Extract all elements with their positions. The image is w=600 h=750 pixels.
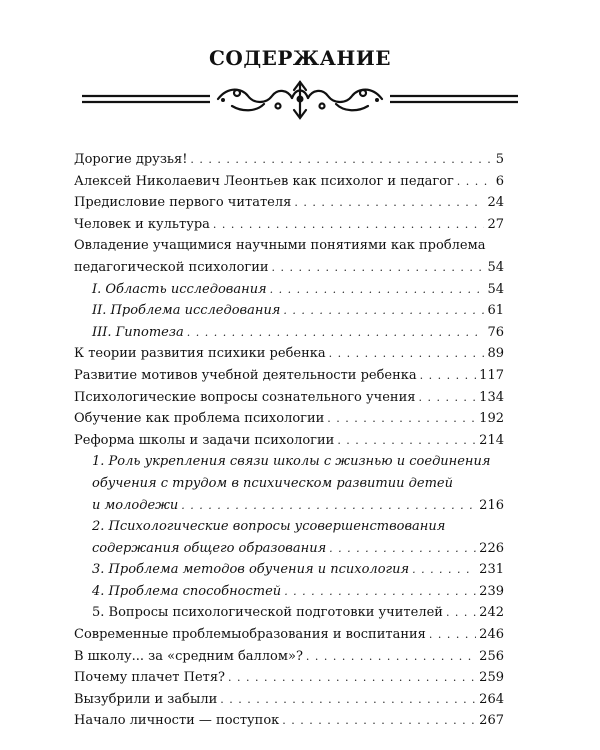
toc-subentry-continued: 1. Роль укрепления связи школы с жизнью и соединения [92,454,491,470]
ornament-icon [82,76,518,124]
page-title: СОДЕРЖАНИЕ [209,46,391,70]
toc-entry: педагогической психологии . . . 54 [74,257,504,279]
toc-entry: Вызубрили и забыли . . . 264 [74,689,504,711]
toc-entry: Человек и культура . . . 27 [74,214,504,236]
toc-entry: Начало личности — поступок . . . 267 [74,710,504,732]
toc-entry: Дорогие друзья! . . . 5 [74,149,504,171]
toc-subentry: II. Проблема исследования . . . 61 [74,300,504,322]
toc-subentry: 5. Вопросы психологической подготовки учителей . . . 242 [74,602,504,624]
toc-entry: Развитие мотивов учебной деятельности ребенка . . . 117 [74,365,504,387]
toc-subentry: и молодежи . . . 216 [74,495,504,517]
toc-subentry-continued: обучения с трудом в психическом развитии детей [92,475,453,491]
toc-subentry: 4. Проблема способностей . . . 239 [74,581,504,603]
toc-subentry: 3. Проблема методов обучения и психология . . . 231 [74,559,504,581]
toc-entry-continued: Овладение учащимися научными понятиями как проблема [74,238,486,254]
toc-entry: Современные проблемыобразования и воспитания . . . 246 [74,624,504,646]
toc-subentry: I. Область исследования . . . 54 [74,279,504,301]
toc-entry: Психологические вопросы сознательного учения . . . 134 [74,387,504,409]
toc-subentry: содержания общего образования . . . 226 [74,538,504,560]
toc-entry: Обучение как проблема психологии . . . 192 [74,408,504,430]
toc-entry: В школу... за «средним баллом»? . . . 256 [74,646,504,668]
toc-entry: Алексей Николаевич Леонтьев как психолог и педагог . . . 6 [74,171,504,193]
toc-entry: Предисловие первого читателя . . . 24 [74,192,504,214]
table-of-contents [74,149,504,732]
toc-entry: Реформа школы и задачи психологии . . . 214 [74,430,504,452]
toc-entry: Почему плачет Петя? . . . 259 [74,667,504,689]
toc-subentry: III. Гипотеза . . . 76 [74,322,504,344]
toc-subentry-continued: 2. Психологические вопросы усовершенствования [92,519,446,535]
toc-entry: К теории развития психики ребенка . . . 89 [74,343,504,365]
